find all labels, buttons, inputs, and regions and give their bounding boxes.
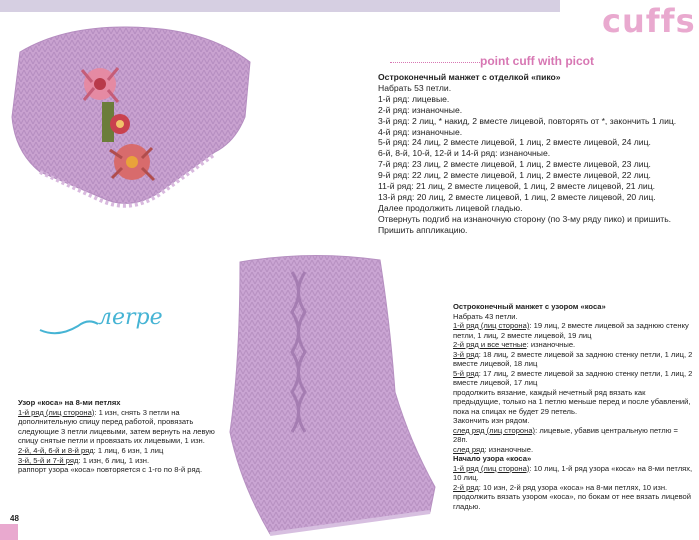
instruction-line (18, 446, 218, 456)
row-label: след ряд (лиц сторона) (453, 425, 536, 435)
row-text: : лицевые, убавив центральную петлю = 28п. (453, 425, 678, 444)
row-label: 2-й ряд (453, 482, 479, 492)
row-text: : 1 изн, снять 3 петли на дополнительную спицу перед работой, провязать следующие 3 петли лицевыми, затем вернуть на левую спицу снятые петли и провязать их лицевыми, 1 изн. (18, 407, 215, 446)
row-text: : 1 лиц, 6 изн, 1 лиц (93, 445, 164, 455)
instruction-line: 2-й ряд: изнаночные. (378, 104, 463, 115)
instruction-line: продолжить вязание, каждый нечетный ряд вязать как предыдущие, только на 1 петлю меньше перед и после убавлений, пока на спицах не будет 29 петель. (453, 387, 691, 416)
instruction-line: 7-й ряд: 23 лиц, 2 вместе лицевой, 1 лиц, 2 вместе лицевой, 23 лиц. (378, 159, 651, 170)
instruction-line: 9-й ряд: 22 лиц, 2 вместе лицевой, 1 лиц, 2 вместе лицевой, 22 лиц. (378, 170, 651, 181)
instruction-line (453, 340, 693, 350)
instruction-line: 3-й ряд: 2 лиц, * накид, 2 вместе лицевой, повторять от *, закончить 1 лиц. (378, 115, 677, 126)
instruction-line (453, 369, 693, 388)
instruction-line (453, 350, 693, 369)
instruction-line (453, 464, 693, 483)
instruction-line: Пришить аппликацию. (378, 224, 468, 235)
subtitle-rule (390, 62, 480, 63)
row-label: 5-й ряд (453, 368, 479, 378)
row-label: 1-й ряд (лиц сторона) (453, 321, 530, 330)
braid-title: Узор «коса» на 8-ми петлях (18, 398, 121, 407)
instruction-line: 13-й ряд: 20 лиц, 2 вместе лицевой, 1 лиц, 2 вместе лицевой, 20 лиц. (378, 191, 656, 202)
instruction-line: продолжить вязать узором «коса», по бокам от нее вязать лицевой гладью. (453, 492, 692, 511)
row-label: 1-й ряд (лиц сторона) (453, 463, 530, 473)
braid-pattern-instructions (18, 398, 218, 475)
pattern-start-heading: Начало узора «коса» (453, 454, 532, 463)
row-text: : 1 изн, 6 лиц, 1 изн. (78, 455, 150, 465)
instruction-line (453, 426, 693, 445)
photo-picot-cuff (0, 22, 260, 227)
row-label: 2-й ряд и все четные (453, 340, 527, 349)
page-number: 48 (10, 514, 19, 523)
row-label: след ряд (453, 444, 485, 454)
row-label: 3-й ряд (453, 349, 479, 359)
photo-cable-cuff (210, 242, 450, 540)
header-bar (0, 0, 560, 12)
cable-cuff-title: Остроконечный манжет с узором «коса» (453, 302, 606, 311)
subtitle: point cuff with picot (480, 54, 594, 68)
corner-accent (0, 524, 18, 540)
instruction-line: 6-й, 8-й, 10-й, 12-й и 14-й ряд: изнаночные. (378, 148, 551, 159)
instruction-line (453, 445, 693, 455)
instruction-line: Набрать 53 петли. (378, 82, 452, 93)
instruction-line (453, 483, 693, 493)
instruction-line: Отвернуть подгиб на изнаночную сторону (по 3-му ряду пико) и пришить. (378, 213, 672, 224)
instruction-line: 11-й ряд: 21 лиц, 2 вместе лицевой, 1 лиц, 2 вместе лицевой, 21 лиц. (378, 181, 656, 192)
picot-cuff-title: Остроконечный манжет с отделкой «пико» (378, 72, 561, 82)
instruction-line: 4-й ряд: изнаночные. (378, 126, 463, 137)
row-text: : 19 лиц, 2 вместе лицевой за заднюю стенку петли, 1 лиц, 2 вместе лицевой, 19 лиц (453, 321, 689, 340)
instruction-line (18, 456, 218, 466)
row-label: 1-й ряд (лиц сторона) (18, 407, 95, 417)
row-text: : изнаночные. (484, 444, 534, 454)
script-word: лerpe (98, 305, 163, 330)
row-text: : 17 лиц, 2 вместе лицевой за заднюю стенку петли, 1 лиц, 2 вместе лицевой, 17 лиц (453, 368, 693, 387)
row-label: 2-й, 4-й, 6-й и 8-й ряд (18, 445, 94, 455)
flower-applique-mid (110, 114, 130, 134)
instruction-line (453, 321, 693, 340)
instruction-line: Далее продолжить лицевой гладью. (378, 202, 523, 213)
instruction-line: 5-й ряд: 24 лиц, 2 вместе лицевой, 1 лиц, 2 вместе лицевой, 24 лиц. (378, 137, 651, 148)
section-title: cuffs (602, 2, 696, 40)
row-text: : 18 лиц, 2 вместе лицевой за заднюю стенку петли, 1 лиц, 2 вместе лицевой, 18 лиц (453, 349, 693, 368)
row-text: : изнаночные. (526, 340, 576, 349)
row-label: 3-й, 5-й и 7-й ряд (18, 455, 79, 465)
cable-cuff-instructions (453, 302, 693, 511)
row-text: : 10 лиц, 1-й ряд узора «коса» на 8-ми петлях, 10 лиц. (453, 463, 693, 482)
instruction-line (18, 408, 218, 446)
instruction-line: раппорт узора «коса» повторяется с 1-го по 8-й ряд. (18, 465, 203, 475)
instruction-line: Набрать 43 петли. (453, 311, 518, 321)
instruction-line: 1-й ряд: лицевые. (378, 93, 450, 104)
instruction-line: Закончить изн рядом. (453, 416, 530, 425)
picot-cuff-instructions (378, 72, 696, 236)
row-text: : 10 изн, 2-й ряд узора «коса» на 8-ми петлях, 10 изн. (478, 482, 668, 492)
